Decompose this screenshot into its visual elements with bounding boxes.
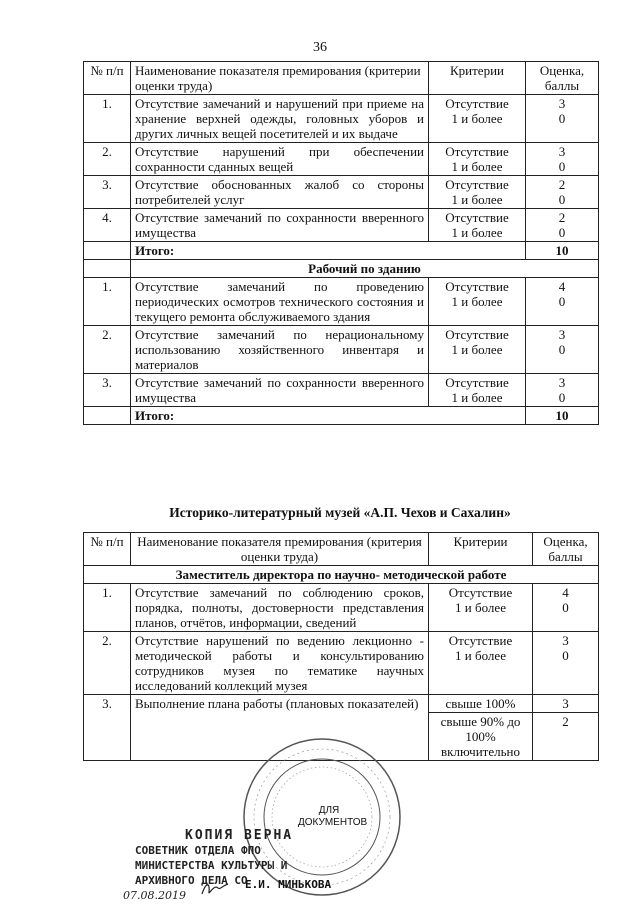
row-number: 1. [84,278,131,326]
total-row [84,242,599,260]
row-criteria [429,209,526,242]
total-label: Итого: [131,242,526,260]
row-number: 2. [84,326,131,374]
total-value: 10 [526,407,599,425]
stamp-label [298,805,368,829]
row-score [526,95,599,143]
criteria-one-or-more: 1 и более [455,600,506,615]
cert-department: АРХИВНОГО ДЕЛА СО [135,874,248,887]
row-criteria [429,584,533,632]
criteria-none: Отсутствие [445,177,509,192]
header-score: Оценка, баллы [526,62,599,95]
table-row [84,326,599,374]
row-criteria [429,374,526,407]
row-number: 3. [84,695,131,761]
empty-cell [84,260,131,278]
table-header-row [84,533,599,566]
criteria-none: Отсутствие [445,279,509,294]
table-row [84,632,599,695]
section-row [84,566,599,584]
criteria-none: Отсутствие [445,375,509,390]
score-high: 3 [558,96,566,111]
criteria-one-or-more: 1 и более [451,159,503,174]
row-number: 3. [84,374,131,407]
row-score [533,632,599,695]
row-score [526,176,599,209]
row-number: 3. [84,176,131,209]
header-name: Наименование показателя премирования (критерии оценки труда) [131,62,429,95]
row-name: Отсутствие нарушений при обеспечении сохранности сданных вещей [131,143,429,176]
row-criteria [429,278,526,326]
table-row [84,695,599,713]
score-high: 3 [558,327,566,342]
criteria-one-or-more: 1 и более [455,648,506,663]
section-title: Заместитель директора по научно- методической работе [84,566,599,584]
table-header-row [84,62,599,95]
score-high: 2 [558,177,566,192]
stamp-label-line2: ДОКУМЕНТОВ [298,817,368,828]
score-low: 0 [558,390,566,405]
header-name: Наименование показателя премирования (критерия оценки труда) [131,533,429,566]
criteria-over-100: свыше 100% [429,695,533,713]
score-high: 3 [562,633,569,648]
table-row [84,176,599,209]
cert-copy-verified: КОПИЯ ВЕРНА [185,828,294,843]
score-high: 3 [558,144,566,159]
score-high: 4 [558,279,566,294]
empty-cell [84,407,131,425]
table-row [84,374,599,407]
row-criteria [429,95,526,143]
row-criteria [429,326,526,374]
table-row [84,95,599,143]
score-low: 0 [558,192,566,207]
page-number: 36 [313,40,327,55]
row-number: 1. [84,95,131,143]
row-name: Отсутствие замечаний по нерациональному использованию хозяйственного инвентаря и материалов [131,326,429,374]
empty-cell [84,242,131,260]
stamp-label-line1: ДЛЯ [318,805,340,816]
museum-title: Историко-литературный музей «А.П. Чехов и Сахалин» [169,505,511,520]
row-name: Отсутствие замечаний по соблюдению сроков, порядка, полноты, достоверности представления планов, отчётов, информации, сведений [131,584,429,632]
score-low: 0 [558,159,566,174]
row-name: Отсутствие замечаний и нарушений при приеме на хранение верхней одежды, головных уборов и других личных вещей посетителей и их выдаче [131,95,429,143]
score-high: 2 [558,210,566,225]
score-high: 4 [562,585,569,600]
bonus-criteria-table-1 [83,61,599,425]
row-number: 1. [84,584,131,632]
row-score [526,278,599,326]
row-criteria [429,632,533,695]
table-row [84,143,599,176]
criteria-one-or-more: 1 и более [451,225,503,240]
table-row [84,209,599,242]
row-criteria [429,143,526,176]
score-low: 0 [562,600,569,615]
score-low: 0 [558,294,566,309]
header-number: № п/п [84,62,131,95]
criteria-one-or-more: 1 и более [451,192,503,207]
header-score: Оценка, баллы [533,533,599,566]
row-criteria [429,176,526,209]
row-score [526,143,599,176]
criteria-none: Отсутствие [445,144,509,159]
criteria-none: Отсутствие [445,327,509,342]
row-score [526,326,599,374]
criteria-none: Отсутствие [445,210,509,225]
table-row [84,584,599,632]
criteria-one-or-more: 1 и более [451,342,503,357]
row-name: Отсутствие замечаний по сохранности вверенного имущества [131,374,429,407]
cert-signer-name: Е.И. МИНЬКОВА [245,878,332,891]
score-low: 0 [562,648,569,663]
signature-icon [200,880,230,898]
total-label: Итого: [131,407,526,425]
score-over-100: 3 [533,695,599,713]
row-score [526,374,599,407]
score-low: 0 [558,342,566,357]
header-number: № п/п [84,533,131,566]
header-criteria: Критерии [429,62,526,95]
criteria-none: Отсутствие [448,633,513,648]
score-high: 3 [558,375,566,390]
section-row [84,260,599,278]
criteria-none: Отсутствие [448,585,513,600]
score-low: 0 [558,225,566,240]
row-score [526,209,599,242]
score-90-to-100: 2 [533,713,599,761]
cert-position: СОВЕТНИК ОТДЕЛА ФПО [135,844,261,857]
table-row [84,278,599,326]
row-score [533,584,599,632]
score-low: 0 [558,111,566,126]
total-row [84,407,599,425]
row-name: Отсутствие замечаний по сохранности вверенного имущества [131,209,429,242]
criteria-one-or-more: 1 и более [451,111,503,126]
header-criteria: Критерии [429,533,533,566]
criteria-none: Отсутствие [445,96,509,111]
row-name: Выполнение плана работы (плановых показателей) [131,695,429,761]
row-name: Отсутствие замечаний по проведению периодических осмотров технического состояния и текущего ремонта обслуживаемого здания [131,278,429,326]
row-number: 2. [84,143,131,176]
cert-date: 07.08.2019 [123,889,186,902]
row-name: Отсутствие обоснованных жалоб со стороны потребителей услуг [131,176,429,209]
total-value: 10 [526,242,599,260]
criteria-one-or-more: 1 и более [451,294,503,309]
row-number: 4. [84,209,131,242]
criteria-90-to-100: свыше 90% до 100% включительно [429,713,533,761]
bonus-criteria-table-2 [83,532,599,761]
row-number: 2. [84,632,131,695]
criteria-one-or-more: 1 и более [451,390,503,405]
cert-ministry: МИНИСТЕРСТВА КУЛЬТУРЫ И [135,859,288,872]
row-name: Отсутствие нарушений по ведению лекционно - методической работы и консультированию сотрудников музея по тематике научных исследований коллекций музея [131,632,429,695]
section-title: Рабочий по зданию [131,260,599,278]
